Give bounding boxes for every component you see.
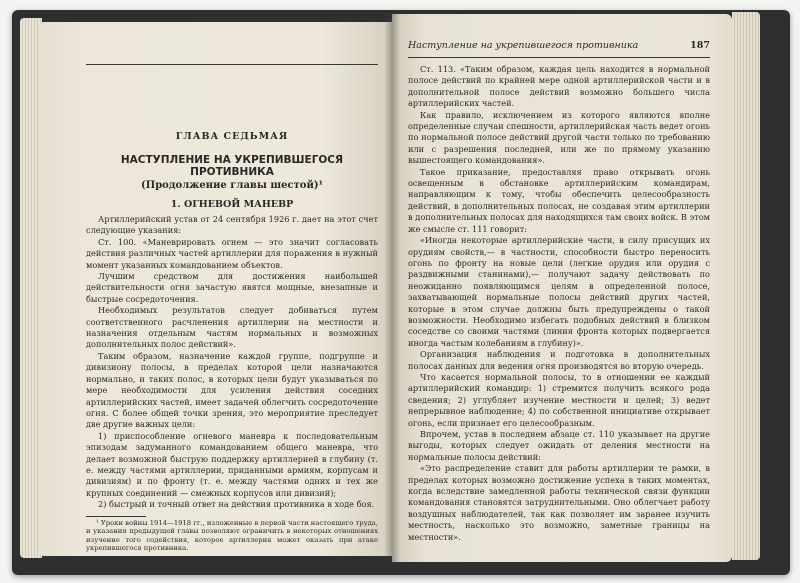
paragraph: Необходимых результатов следует добиваться путем соответственного расчленения артиллерии на местности и назначения отдельным частям нормальных и возможных дополнительных полос действий». — [86, 305, 378, 350]
running-head-title: Наступление на укрепившегося противника — [408, 40, 639, 51]
running-head — [408, 40, 710, 53]
right-page — [392, 14, 732, 562]
paragraph: «Иногда некоторые артиллерийские части, в силу присущих их орудиям свойств,— в частности, способности быстро переносить огонь по фронту на новые цели (легкие орудия или орудия с раздвижными станинами),— получают задачу действовать по неожиданно появляющимся целям в определенной полосе, захватывающей нормальные полосы действий других частей, которые в этом случае должны быть предупреждены о такой возможности. Необходимо избегать подобных действий в близком соседстве со своими частями (линия фронта которых подвергается иногда частым колебаниям в глубину)». — [408, 235, 710, 348]
paragraph: Такое приказание, предоставляя право открывать огонь освещенным в обстановке артиллерийским командирам, направляющим к тому, чтобы обеспечить целесообразность действий, в дополнительных полосах, не создавая этим артиллерии в дополнительных полосах для находящихся там своих войск. В этом же смысле ст. 111 говорит: — [408, 166, 710, 234]
top-rule — [408, 57, 710, 58]
chapter-title: НАСТУПЛЕНИЕ НА УКРЕПИВШЕГОСЯ ПРОТИВНИКА — [120, 154, 344, 178]
page-number: 187 — [690, 40, 710, 51]
footnote-rule — [86, 516, 146, 517]
paragraph: Как правило, исключением из которого являются вполне определенные случаи спешности, артиллерийская часть ведет огонь по нормальной полосе действий другой части только по требованию или с разрешения последней, или же по прямому указанию вышестоящего командования». — [408, 109, 710, 166]
section-title: 1. ОГНЕВОЙ МАНЕВР — [170, 199, 294, 210]
paragraph: Таким образом, назначение каждой группе, подгруппе и дивизиону полосы, в пределах которой цели назначаются нормально, и таких полос, в которых цели будут указываться по мере необходимости для усиления действия соседних артиллерийских частей, имеет задачей облегчить сосредоточение огня. С более общей точки зрения, это мероприятие преследует две другие важных цели: — [86, 350, 378, 430]
paragraph: 1) приспособление огневого маневра к последовательным эпизодам задуманного командованием общего маневра, что делает возможной быструю поддержку артиллерией в глубину (т. е. между частями артиллерии, приданными армиям, корпусам и дивизиям) и по фронту (т. е. между частями одних и тех же крупных соединений — смежных корпусов или дивизий); — [86, 430, 378, 498]
paragraph: Что касается нормальной полосы, то в отношении ее каждый артиллерийский командир: 1) стремится получить всякого рода сведения; 2) углубляет изучение местности и целей; 3) ведет непрерывное наблюдение; 4) по собственной инициативе открывает огонь, если признает его целесообразным. — [408, 371, 710, 428]
paragraph: Артиллерийский устав от 24 сентября 1926 г. дает на этот счет следующие указания: — [86, 214, 378, 236]
paragraph: Лучшим средством для достижения наибольшей действительности огня зачастую явятся мощные, внезапные и быстрые сосредоточения. — [86, 271, 378, 304]
book-gutter — [384, 14, 400, 562]
right-page-edges — [732, 12, 760, 560]
paragraph: 2) быстрый и точный ответ на действия противника в ходе боя. — [98, 499, 375, 510]
left-page — [38, 22, 392, 556]
left-page-content — [86, 60, 378, 553]
top-rule — [86, 64, 378, 65]
paragraph: Ст. 100. «Маневрировать огнем — это значит согласовать действия различных частей артиллерии для поражения в нужный момент указанных командованием объектов. — [86, 236, 378, 270]
right-page-content — [408, 40, 710, 543]
chapter-label: ГЛАВА СЕДЬМАЯ — [175, 131, 289, 142]
footnote: ¹ Уроки войны 1914—1918 гг., изложенные в первой части настоящего труда, и указания предыдущей главы позволяют ограничить в некоторых отношениях изучение того содействия, которое артиллерия может оказать при атаке укрепившегося противника. — [86, 518, 378, 553]
paragraph: Ст. 113. «Таким образом, каждая цель находится в нормальной полосе действий по крайней мере одной артиллерийской части и в дополнительной полосе действий возможно большего числа артиллерийских частей. — [408, 64, 710, 109]
chapter-subtitle: (Продолжение главы шестой)¹ — [141, 180, 323, 191]
paragraph: Организация наблюдения и подготовка в дополнительных полосах данных для ведения огня производятся во вторую очередь. — [408, 349, 710, 371]
paragraph: «Это распределение ставит для работы артиллерии те рамки, в пределах которых возможно достижение успеха в таких моментах, когда вследствие замедленной работы технической связи функции командования становятся затруднительными. Оно облегчает работу воздушных наблюдателей, так как позволяет им заранее изучить местность, насколько это возможно, заметные границы на местности». — [408, 463, 710, 542]
paragraph: Впрочем, устав в последнем абзаце ст. 110 указывает на другие выгоды, которых следует ожидать от деления местности на нормальные полосы действий: — [408, 429, 710, 462]
